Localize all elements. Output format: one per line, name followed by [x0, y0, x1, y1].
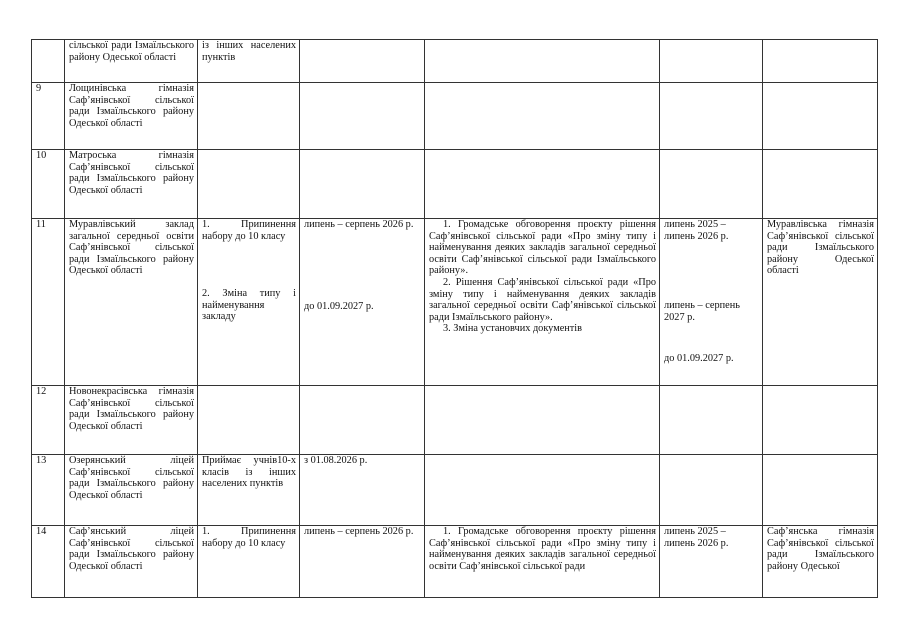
- table-row: [32, 40, 878, 83]
- measures-cell: 1. Громадське обговорення проєкту рішення Саф’янівської сільської ради «Про зміну типу і найменування деяких закладів загальної середньої освіти Саф’янівської сільської ради: [425, 526, 660, 598]
- deadline-item-2: липень – серпень 2027 р.: [664, 300, 740, 323]
- term-cell: [300, 219, 425, 386]
- row-number: 12: [32, 386, 65, 455]
- table-row: [32, 150, 878, 219]
- action-cell: [198, 386, 300, 455]
- result-cell: [763, 40, 878, 83]
- term-item-1: липень – серпень 2026 р.: [304, 219, 414, 230]
- action-cell: 1. Припинення набору до 10 класу: [198, 526, 300, 598]
- table-row: [32, 386, 878, 455]
- deadline-cell: [660, 386, 763, 455]
- term-cell: [300, 83, 425, 150]
- institution-name: сільської ради Ізмаїльського району Одеської області: [65, 40, 198, 83]
- term-cell: [300, 150, 425, 219]
- measure-item-3: 3. Зміна установчих документів: [443, 323, 583, 335]
- term-cell: липень – серпень 2026 р.: [300, 526, 425, 598]
- action-item-1: 1. Припинення набору до 10 класу: [202, 219, 296, 242]
- row-number: 11: [32, 219, 65, 386]
- plan-table: [31, 39, 878, 598]
- deadline-cell: липень 2025 – липень 2026 р.: [660, 526, 763, 598]
- table-row: [32, 219, 878, 386]
- measures-cell: [425, 150, 660, 219]
- deadline-cell: [660, 150, 763, 219]
- deadline-item-3: до 01.09.2027 р.: [664, 353, 734, 365]
- row-number: 13: [32, 455, 65, 526]
- result-cell: [763, 386, 878, 455]
- institution-name: Муравлівський заклад загальної середньої освіти Саф’янівської сільської ради Ізмаїльського району Одеської області: [65, 219, 198, 386]
- result-cell: [763, 455, 878, 526]
- institution-name: Озерянський ліцей Саф’янівської сільської ради Ізмаїльського району Одеської області: [65, 455, 198, 526]
- action-cell: [198, 150, 300, 219]
- action-cell: із інших населених пунктів: [198, 40, 300, 83]
- deadline-cell: [660, 40, 763, 83]
- measure-item-2: 2. Рішення Саф’янівської сільської ради «Про зміну типу і найменування деяких закладів загальної середньої освіти Саф’янівської сільської ради Ізмаїльського району».: [429, 276, 656, 323]
- table-row: [32, 455, 878, 526]
- action-item-2: 2. Зміна типу і найменування закладу: [202, 288, 296, 323]
- measures-cell: [425, 386, 660, 455]
- institution-name: Лощинівська гімназія Саф’янівської сільської ради Ізмаїльського району Одеської області: [65, 83, 198, 150]
- result-cell: Муравлівська гімназія Саф’янівської сільської ради Ізмаїльського району Одеської області: [763, 219, 878, 386]
- action-cell: [198, 83, 300, 150]
- row-number: 14: [32, 526, 65, 598]
- action-cell: Приймає учнів10-х класів із інших населених пунктів: [198, 455, 300, 526]
- measures-cell: [425, 40, 660, 83]
- measure-item-1: 1. Громадське обговорення проєкту рішення Саф’янівської сільської ради «Про зміну типу і найменування деяких закладів загальної середньої освіти Саф’янівської сільської ради Ізмаїльського району».: [429, 219, 656, 277]
- institution-name: Матроська гімназія Саф’янівської сільської ради Ізмаїльського району Одеської області: [65, 150, 198, 219]
- result-cell: [763, 83, 878, 150]
- table-row: [32, 83, 878, 150]
- table-row: [32, 526, 878, 598]
- row-number: [32, 40, 65, 83]
- measures-cell: [425, 455, 660, 526]
- institution-name: Саф’янський ліцей Саф’янівської сільської ради Ізмаїльського району Одеської області: [65, 526, 198, 598]
- deadline-item-1: липень 2025 – липень 2026 р.: [664, 219, 729, 242]
- row-number: 10: [32, 150, 65, 219]
- action-cell: [198, 219, 300, 386]
- result-cell: [763, 150, 878, 219]
- deadline-cell: [660, 455, 763, 526]
- deadline-cell: [660, 83, 763, 150]
- deadline-cell: [660, 219, 763, 386]
- institution-name: Новонекрасівська гімназія Саф’янівської сільської ради Ізмаїльського району Одеської області: [65, 386, 198, 455]
- term-item-2: до 01.09.2027 р.: [304, 300, 374, 312]
- measures-cell: [425, 219, 660, 386]
- term-cell: [300, 40, 425, 83]
- measures-cell: [425, 83, 660, 150]
- result-cell: Саф’янська гімназія Саф’янівської сільської ради Ізмаїльського району Одеської: [763, 526, 878, 598]
- term-cell: [300, 386, 425, 455]
- term-cell: з 01.08.2026 р.: [300, 455, 425, 526]
- row-number: 9: [32, 83, 65, 150]
